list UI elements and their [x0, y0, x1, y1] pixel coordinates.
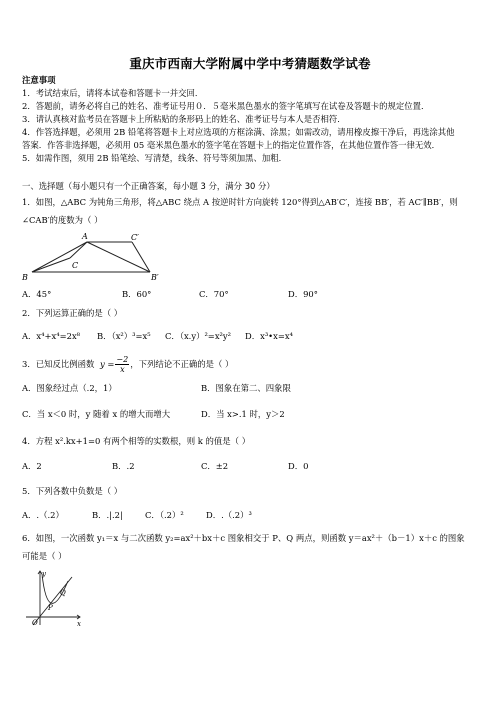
- q1-option-d[interactable]: D．90°: [288, 289, 318, 299]
- notice-item: 4．作答选择题，必须用 2B 铅笔将答题卡上对应选项的方框涂满、涂黑；如需改动，请用橡皮擦干净后，再选涂其他: [22, 127, 455, 137]
- notice-item: 答案．作答非选择题，必须用 05 毫米黑色墨水的签字笔在答题卡上的指定位置作答，在其他位置作答一律无效．: [22, 140, 440, 150]
- q1-option-a[interactable]: A．45°: [22, 289, 52, 299]
- q3-option-b[interactable]: B．图象在第二、四象限: [201, 383, 291, 393]
- label-b: B: [22, 273, 28, 282]
- label-o: O: [32, 619, 38, 627]
- q2-option-c[interactable]: C．（x.y）²=x²y²: [165, 331, 231, 341]
- q4-option-b[interactable]: B．.2: [112, 461, 135, 471]
- notice-item: 3．请认真核对监考员在答题卡上所粘贴的条形码上的姓名、准考证号与本人是否相符．: [22, 114, 346, 124]
- q3-stem-post: ，下列结论不正确的是（ ）: [130, 359, 234, 369]
- q3-fraction-denominator: x: [120, 365, 125, 374]
- notice-item: 2．答题前，请务必将自己的姓名、准考证号用０．５毫米黑色墨水的签字笔填写在试卷及答题卡的规定位置．: [22, 101, 430, 111]
- q3-fraction: [115, 355, 129, 374]
- label-x: x: [77, 620, 81, 627]
- q3-stem-pre: 3．已知反比例函数: [22, 359, 95, 369]
- label-y: y: [42, 570, 46, 578]
- q5-option-d[interactable]: D．.（.2）³: [206, 510, 252, 520]
- q2-option-d[interactable]: D．x³•x=x⁴: [245, 331, 293, 341]
- q6-stem-line1: 6．如图，一次函数 y₁＝x 与二次函数 y₂=ax²＋bx＋c 图象相交于 P、Q 两点，则函数 y＝ax²＋（b－1）x＋c 的图象: [22, 533, 465, 543]
- q1-option-b[interactable]: B．60°: [122, 289, 152, 299]
- q1-stem-line1: 1．如图，△ABC 为钝角三角形，将△ABC 绕点 A 按逆时针方向旋转 120°得到△AB′C′，连接 BB′，若 AC′∥BB′，则: [22, 197, 458, 207]
- segment-ab: [32, 242, 87, 272]
- label-c-prime: C′: [131, 233, 139, 242]
- q1-stem-line2: ∠CAB′的度数为（ ）: [22, 215, 103, 225]
- label-a: A: [82, 232, 88, 241]
- q6-graph-figure: [20, 565, 90, 627]
- q3-fraction-numerator: −2: [116, 355, 129, 364]
- q2-option-b[interactable]: B．（x²）³=x⁵: [97, 331, 151, 341]
- q4-option-a[interactable]: A．2: [22, 461, 42, 471]
- label-c: C: [72, 261, 79, 270]
- q5-option-c[interactable]: C．（.2）²: [145, 510, 184, 520]
- notice-item: 1．考试结束后，请将本试卷和答题卡一并交回．: [22, 88, 204, 98]
- q4-stem: 4．方程 x².kx+1=0 有两个相等的实数根，则 k 的值是（ ）: [22, 436, 251, 446]
- q3-option-c[interactable]: C．当 x＜0 时，y 随着 x 的增大而增大: [22, 409, 171, 419]
- q3-option-a[interactable]: A．图象经过点（.2，1）: [22, 383, 117, 393]
- q5-option-a[interactable]: A．.（.2）: [22, 510, 64, 520]
- notice-item: 5．如需作图，须用 2B 铅笔绘、写清楚，线条、符号等须加黑、加粗．: [22, 153, 288, 163]
- q1-option-c[interactable]: C．70°: [199, 289, 229, 299]
- section-heading: 一、选择题（每小题只有一个正确答案，每小题 3 分，满分 30 分）: [22, 181, 275, 191]
- page-title: 重庆市西南大学附属中学中考猜题数学试卷: [129, 56, 371, 71]
- q4-option-c[interactable]: C．±2: [201, 461, 229, 471]
- notice-heading: 注意事项: [22, 75, 56, 85]
- label-p: P: [48, 604, 53, 612]
- q6-stem-line2: 可能是（ ）: [22, 551, 67, 561]
- segment-bc: [32, 258, 70, 272]
- q3-option-d[interactable]: D．当 x>.1 时，y＞2: [201, 409, 285, 419]
- q4-option-d[interactable]: D．0: [288, 461, 309, 471]
- label-q: Q: [60, 589, 66, 597]
- q3-stem: [22, 355, 233, 374]
- q3-func-lhs: y =: [100, 359, 115, 369]
- q2-option-a[interactable]: A．x⁴+x⁴=2x⁸: [22, 331, 81, 341]
- q5-option-b[interactable]: B．.|.2|: [92, 510, 123, 520]
- q5-stem: 5．下列各数中负数是（ ）: [22, 486, 123, 496]
- q1-triangle-figure: [20, 228, 160, 284]
- label-b-prime: B′: [151, 273, 159, 282]
- q2-stem: 2．下列运算正确的是（ ）: [22, 308, 123, 318]
